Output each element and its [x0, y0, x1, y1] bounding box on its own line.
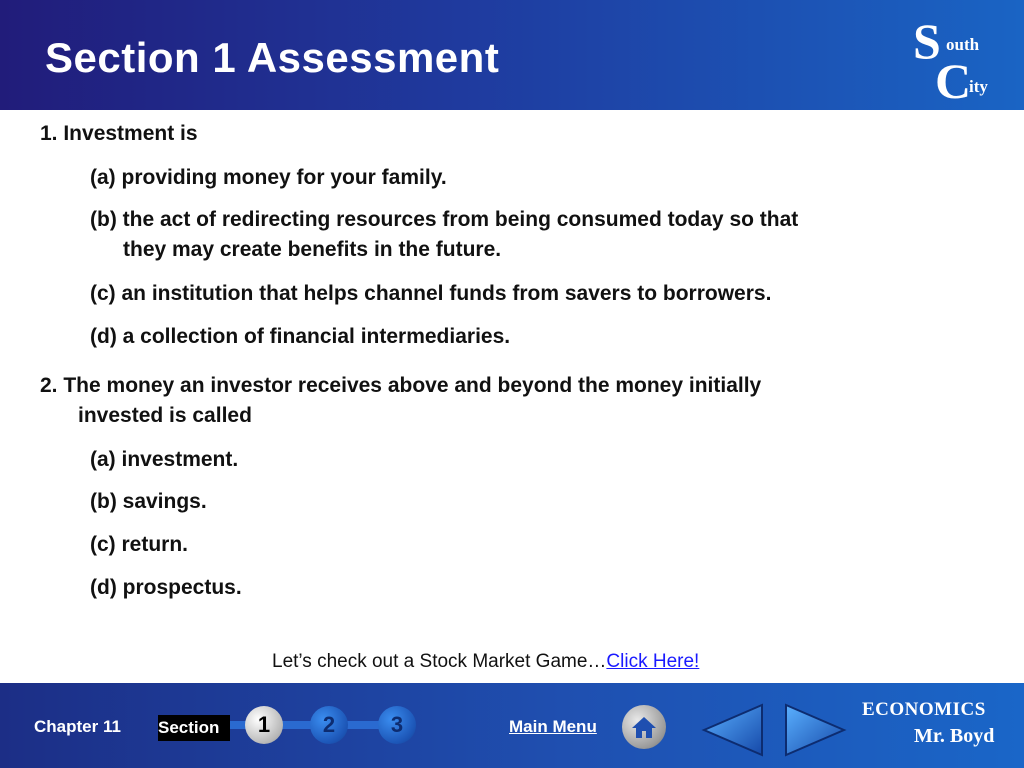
home-icon [631, 715, 657, 739]
stock-game-note [272, 648, 752, 675]
section-2-button[interactable]: 2 [310, 706, 348, 744]
header-bar [0, 0, 1024, 110]
question-2-cont: invested is called [78, 404, 252, 427]
logo-text-outh: outh [946, 35, 980, 54]
logo-letter-s: S [913, 13, 941, 69]
section-3-button[interactable]: 3 [378, 706, 416, 744]
economics-text: ECONOMICS [862, 699, 986, 720]
q1-option-c[interactable]: (c) an institution that helps channel funds from savers to borrowers. [90, 282, 772, 305]
south-city-logo [905, 13, 1010, 109]
q1-option-b[interactable]: (b) the act of redirecting resources from being consumed today so that [90, 208, 799, 231]
page-title: Section 1 Assessment [45, 34, 500, 81]
logo-letter-c: C [935, 53, 972, 109]
question-2: 2. The money an investor receives above and beyond the money initially [40, 374, 762, 397]
back-arrow-icon[interactable] [700, 701, 768, 759]
forward-arrow-icon[interactable] [780, 701, 848, 759]
q1-option-d[interactable]: (d) a collection of financial intermediaries. [90, 325, 511, 348]
q1-option-a[interactable]: (a) providing money for your family. [90, 166, 447, 189]
q2-option-d[interactable]: (d) prospectus. [90, 576, 242, 599]
section-1-button[interactable]: 1 [245, 706, 283, 744]
q1-option-b-cont: they may create benefits in the future. [123, 238, 502, 261]
q2-option-a[interactable]: (a) investment. [90, 448, 239, 471]
main-menu-link[interactable]: Main Menu [509, 717, 597, 736]
mr-boyd-text: Mr. Boyd [914, 725, 995, 747]
click-here-link[interactable]: Click Here! [606, 651, 700, 672]
note-text: Let’s check out a Stock Market Game… [272, 651, 607, 672]
logo-text-ity: ity [969, 77, 988, 96]
q2-option-b[interactable]: (b) savings. [90, 490, 207, 513]
economics-logo [862, 697, 1008, 753]
assessment-content [0, 110, 1024, 680]
home-button[interactable] [622, 705, 666, 749]
question-1: 1. Investment is [40, 122, 198, 145]
section-label: Section [158, 718, 220, 737]
q2-option-c[interactable]: (c) return. [90, 533, 189, 556]
footer-nav [0, 683, 1024, 768]
chapter-label[interactable]: Chapter 11 [34, 717, 121, 736]
